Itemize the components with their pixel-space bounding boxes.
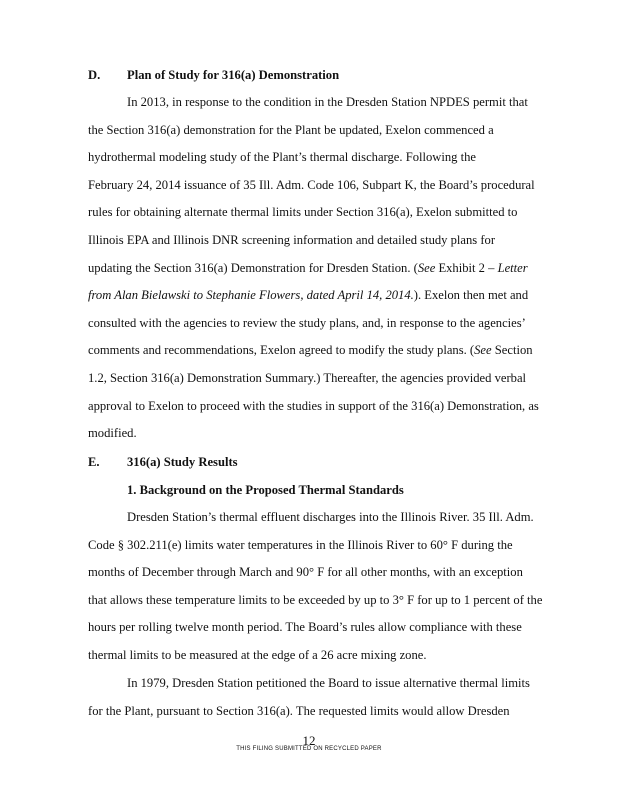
text-segment: rules for obtaining alternate thermal limits under Section 316(a), Exelon submitted to <box>88 205 518 220</box>
text-segment: In 1979, Dresden Station petitioned the Board to issue alternative thermal limits <box>127 676 530 690</box>
text-line <box>88 233 495 247</box>
text-segment: for the Plant, pursuant to Section 316(a). The requested limits would allow Dresden <box>88 703 510 718</box>
text-line <box>88 150 476 164</box>
text-segment: consulted with the agencies to review the study plans, and, in response to the agencies’ <box>88 315 526 330</box>
text-line <box>88 648 427 662</box>
section-e-label: E. <box>88 455 100 469</box>
text-segment: approval to Exelon to proceed with the studies in support of the 316(a) Demonstration, as <box>88 398 539 413</box>
text-segment: Section <box>491 343 533 358</box>
subsection-1-title: 1. Background on the Proposed Thermal Standards <box>127 483 404 497</box>
text-segment: Code § 302.211(e) limits water temperatures in the Illinois River to 60° F during the <box>88 537 513 552</box>
text-segment: that allows these temperature limits to be exceeded by up to 3° F for up to 1 percent of the <box>88 592 543 607</box>
footer-recycled-paper: THIS FILING SUBMITTED ON RECYCLED PAPER <box>236 746 382 752</box>
italic-text: See <box>417 260 436 275</box>
text-line <box>88 593 542 607</box>
text-segment: the Section 316(a) demonstration for the Plant be updated, Exelon commenced a <box>88 122 494 137</box>
italic-text: Letter <box>497 260 528 275</box>
text-line <box>88 704 510 718</box>
text-line <box>88 426 137 440</box>
section-d-title: Plan of Study for 316(a) Demonstration <box>127 68 340 82</box>
text-segment: thermal limits to be measured at the edge of a 26 acre mixing zone. <box>88 648 427 662</box>
text-segment: hydrothermal modeling study of the Plant’s thermal discharge. Following the <box>88 150 477 165</box>
text-segment: comments and recommendations, Exelon agreed to modify the study plans. ( <box>88 343 475 358</box>
text-line <box>88 205 517 219</box>
text-segment: updating the Section 316(a) Demonstration for Dresden Station. ( <box>88 260 418 275</box>
text-segment: In 2013, in response to the condition in the Dresden Station NPDES permit that <box>127 95 528 109</box>
text-line <box>88 288 528 302</box>
text-segment: Dresden Station’s thermal effluent discharges into the Illinois River. 35 Ill. Adm. <box>127 510 534 524</box>
text-segment: Illinois EPA and Illinois DNR screening information and detailed study plans for <box>88 233 496 247</box>
section-e-title: 316(a) Study Results <box>127 455 238 469</box>
text-line <box>88 123 494 137</box>
text-line <box>88 620 522 634</box>
page-number: 12 <box>302 733 316 748</box>
text-line <box>88 316 526 330</box>
text-segment: Exhibit 2 – <box>435 260 498 275</box>
text-line <box>88 371 526 385</box>
text-line <box>88 178 535 192</box>
text-segment: hours per rolling twelve month period. The Board’s rules allow compliance with these <box>88 620 522 635</box>
text-line <box>88 343 533 357</box>
text-line <box>127 95 528 109</box>
text-line <box>88 261 528 275</box>
text-line <box>88 538 513 552</box>
text-line <box>88 399 539 413</box>
text-segment: months of December through March and 90° F for all other months, with an exception <box>88 565 523 580</box>
text-segment: 1.2, Section 316(a) Demonstration Summary.) Thereafter, the agencies provided verbal <box>88 371 527 385</box>
text-segment: modified. <box>88 426 137 441</box>
italic-text: See <box>474 343 492 358</box>
text-segment: February 24, 2014 issuance of 35 Ill. Adm. Code 106, Subpart K, the Board’s procedural <box>88 177 535 192</box>
text-line <box>127 510 534 524</box>
italic-text: from Alan Bielawski to Stephanie Flowers, dated April 14, 2014. <box>88 288 414 303</box>
section-d-label: D. <box>88 68 101 82</box>
text-line <box>88 565 523 579</box>
text-segment: ). Exelon then met and <box>413 288 529 303</box>
text-line <box>127 676 530 690</box>
